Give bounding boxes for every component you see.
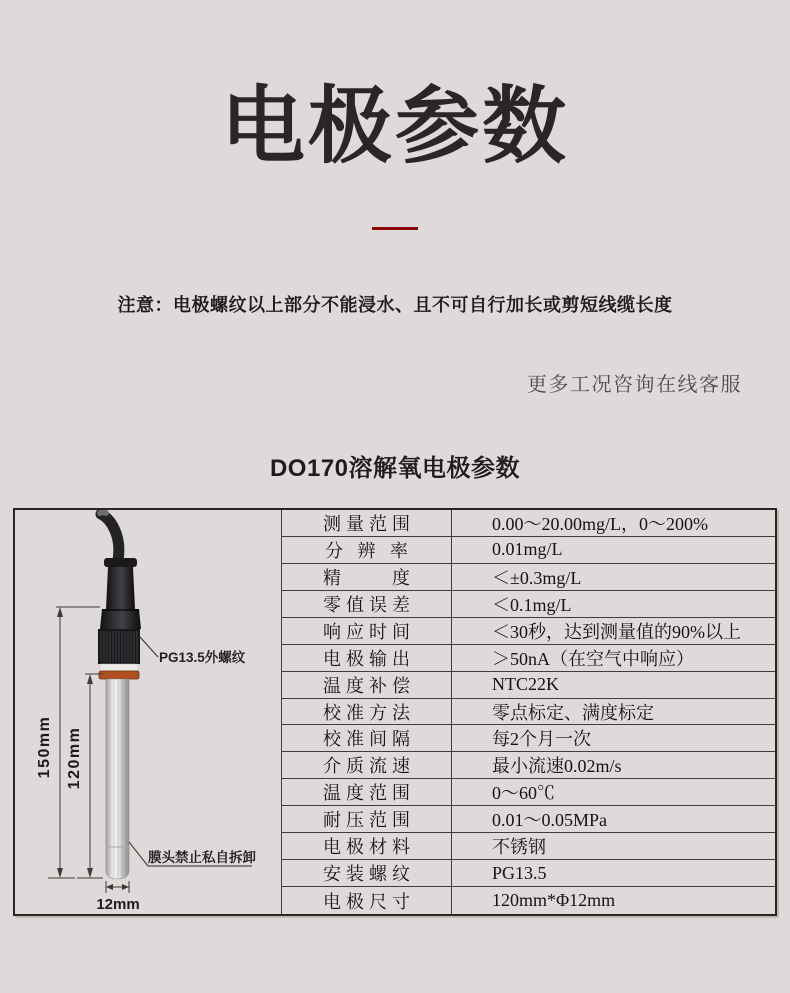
spec-value: 120mm*Φ12mm [451, 887, 775, 914]
spec-value: 每2个月一次 [451, 725, 775, 752]
electrode-shaft [106, 679, 129, 879]
dim-label-120mm: 120mm [66, 726, 83, 790]
spec-value: 不锈钢 [451, 833, 775, 860]
boot-body [106, 567, 135, 609]
spec-value: ＜±0.3mg/L [451, 564, 775, 591]
spec-label: 电极尺寸 [323, 891, 415, 912]
cable-tip [100, 512, 106, 513]
electrode-diagram [15, 510, 282, 914]
boot-collar [104, 558, 137, 567]
spec-value: NTC22K [451, 672, 775, 699]
thread-annotation: PG13.5外螺纹 [159, 650, 246, 665]
spec-value: 零点标定、满度标定 [451, 699, 775, 726]
spec-label: 响应时间 [282, 618, 451, 645]
arrow-12-right [122, 884, 129, 890]
spec-value: ＞50nA（在空气中响应） [451, 645, 775, 672]
spec-label: 分 辨 率 [282, 537, 451, 564]
electrode-cable [101, 514, 119, 560]
dim-label-12mm: 12mm [96, 896, 140, 913]
page-title: 电极参数 [220, 79, 569, 173]
arrow-120-top [87, 674, 93, 684]
spec-value: 最小流速0.02m/s [451, 752, 775, 779]
washer-ring [100, 664, 138, 671]
spec-value: ＜0.1mg/L [451, 591, 775, 618]
spec-label: 电极材料 [282, 833, 451, 860]
gasket-ring [99, 671, 139, 679]
spec-label: 介质流速 [282, 752, 451, 779]
arrow-12-left [106, 884, 113, 890]
section-title: DO170溶解氧电极参数 [269, 455, 521, 482]
spec-label: 耐压范围 [282, 806, 451, 833]
spec-label: 温度范围 [282, 779, 451, 806]
spec-label: 电极输出 [282, 645, 451, 672]
spec-value: PG13.5 [451, 860, 775, 887]
arrow-150-top [57, 607, 63, 617]
arrow-150-bottom [57, 868, 63, 878]
spec-value: 0～60℃ [451, 779, 775, 806]
spec-label: 安装螺纹 [282, 860, 451, 887]
spec-value: 0.01～0.05MPa [451, 806, 775, 833]
spec-label: 温度补偿 [282, 672, 451, 699]
spec-label: 校准间隔 [282, 725, 451, 752]
thread-leader-line [140, 637, 158, 657]
spec-label: 测量范围 [282, 510, 451, 537]
spec-table [13, 508, 777, 916]
spec-label: 校准方法 [282, 699, 451, 726]
electrode-illustration [15, 510, 282, 918]
spec-value: ＜30秒，达到测量值的90%以上 [451, 618, 775, 645]
dim-label-150mm: 150mm [36, 715, 53, 779]
spec-value: 0.01mg/L [451, 537, 775, 564]
spec-label: 零值误差 [282, 591, 451, 618]
accent-divider [372, 227, 418, 230]
connector-body [100, 609, 141, 629]
membrane-annotation: 膜头禁止私自拆卸 [148, 850, 256, 865]
spec-label: 精 度 [282, 564, 451, 591]
arrow-120-bottom [87, 868, 93, 878]
customer-service-link[interactable]: 更多工况咨询在线客服 [527, 374, 742, 396]
warning-text: 注意：电极螺纹以上部分不能浸水、且不可自行加长或剪短线缆长度 [117, 295, 673, 315]
spec-value: 0.00～20.00mg/L，0～200% [451, 510, 775, 537]
